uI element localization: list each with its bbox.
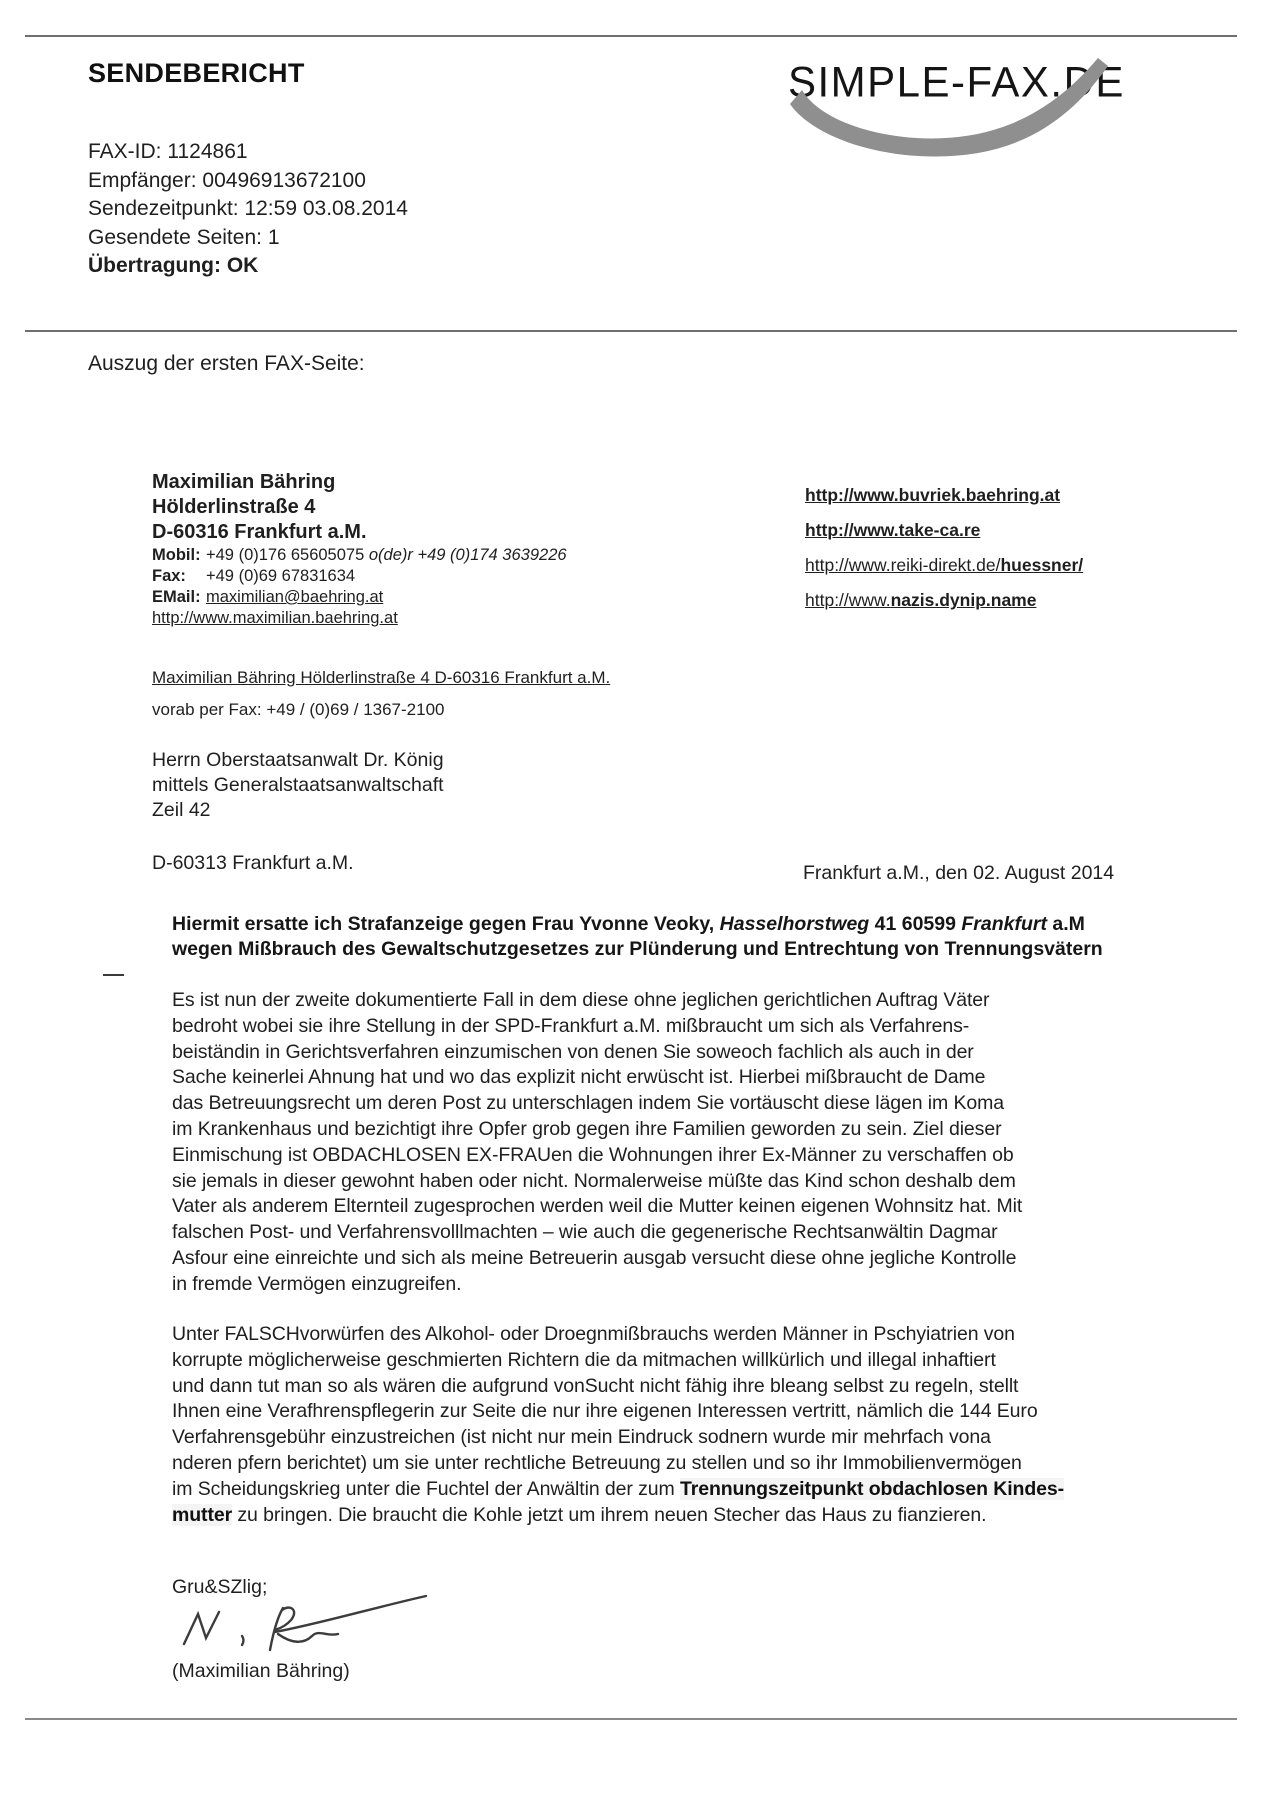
- body-text-line: in fremde Vermögen einzugreifen.: [172, 1272, 462, 1295]
- body-text-line: Einmischung ist OBDACHLOSEN EX-FRAUen die Wohnungen ihrer Ex-Männer zu verschaffen ob: [172, 1143, 1014, 1166]
- body-text-line: Ihnen eine Verafhrenspflegerin zur Seite die nur ihre eigenen Interessen vertritt, nämlich die 144 Euro: [172, 1400, 1038, 1423]
- body-paragraph-1: [172, 988, 1022, 1298]
- body-paragraph-2: [172, 1322, 1064, 1528]
- subject-text: a.M: [1046, 913, 1085, 935]
- signature-name: (Maximilian Bähring): [172, 1660, 350, 1682]
- field-fax-id: [88, 138, 408, 167]
- sender-name: Maximilian Bähring: [152, 471, 336, 493]
- field-empfaenger: [88, 167, 408, 196]
- logo-wordmark: SIMPLE-FAX.DE: [788, 57, 1125, 106]
- body-text-line: Unter FALSCHvorwürfen des Alkohol- oder Droegnmißbrauchs werden Männer in Pschyiatrien von: [172, 1323, 1015, 1345]
- excerpt-heading: Auszug der ersten FAX-Seite:: [88, 352, 365, 375]
- margin-dash-mark: [103, 974, 124, 976]
- handwritten-signature: [178, 1592, 478, 1664]
- subject-text: 41 60599: [869, 913, 962, 935]
- body-text-line: im Krankenhaus und bezichtigt ihre Opfer grob gegen ihre Familien geworden zu sein. Ziel dieser: [172, 1117, 1002, 1140]
- mobile-alt-number: o(de)r +49 (0)174 3639226: [368, 546, 567, 564]
- link-nazis-dynip[interactable]: [805, 583, 1083, 618]
- email-address[interactable]: maximilian@baehring.at: [206, 588, 384, 606]
- sender-fax-row: [152, 566, 567, 587]
- link-buvriek[interactable]: [805, 478, 1083, 513]
- field-sendezeitpunkt: [88, 195, 408, 224]
- body-text-line-highlight-end: [172, 1503, 1064, 1529]
- body-text-line: nderen pfern berichtet) um sie unter rechtliche Betreuung zu stellen und so ihr Immobilienvermögen: [172, 1451, 1022, 1474]
- field-label: Gesendete Seiten:: [88, 225, 262, 249]
- subject-text: Hiermit ersatte ich Strafanzeige gegen Frau Yvonne Veoky,: [172, 913, 720, 935]
- sender-street: Hölderlinstraße 4: [152, 496, 316, 518]
- link-scheme: http://www.reiki-direkt.de/: [805, 555, 1001, 575]
- link-reiki-direkt[interactable]: [805, 548, 1083, 583]
- recipient-line: mittels Generalstaatsanwaltschaft: [152, 774, 444, 796]
- mobile-number: +49 (0)176 65605075: [206, 546, 369, 564]
- subject-street-italic: Hasselhorstweg: [719, 913, 870, 935]
- body-text: im Scheidungskrieg unter die Fuchtel der Anwältin der zum: [172, 1477, 680, 1500]
- link-scheme: http://www.: [805, 590, 891, 610]
- body-text-line: bedroht wobei sie ihre Stellung in der SPD-Frankfurt a.M. mißbraucht um sich als Verfahrens-: [172, 1014, 970, 1037]
- body-text-line: Verfahrensgebühr einzustreichen (ist nicht nur mein Eindruck sodnern wurde mir mehrfach vona: [172, 1426, 991, 1449]
- field-label: Empfänger:: [88, 168, 197, 192]
- subject-block: [172, 912, 1182, 961]
- subject-city-italic: Frankfurt: [961, 913, 1047, 935]
- link-take-ca[interactable]: [805, 513, 1083, 548]
- simple-fax-logo: [788, 50, 1168, 165]
- sender-mobile-row: [152, 545, 567, 566]
- highlighted-text: mutter: [172, 1503, 233, 1526]
- status-value: OK: [226, 254, 259, 277]
- report-title: SENDEBERICHT: [88, 58, 305, 88]
- field-label: FAX-ID:: [88, 140, 162, 163]
- link-domain: http://www.buvriek.baehring.at: [805, 485, 1061, 505]
- fax-number: +49 (0)69 67831634: [206, 567, 356, 585]
- body-text-line-highlight-start: [172, 1477, 1064, 1503]
- mobile-label: Mobil:: [152, 546, 201, 564]
- field-gesendete-seiten: [88, 224, 408, 253]
- body-text-line: Sache keinerlei Ahnung hat und wo das explizit nicht erwüscht ist. Hierbei mißbraucht de Dame: [172, 1066, 986, 1089]
- section-divider: [25, 330, 1237, 332]
- recipient-city: D-60313 Frankfurt a.M.: [152, 852, 354, 874]
- recipient-line: Herrn Oberstaatsanwalt Dr. König: [152, 749, 444, 771]
- link-domain: huessner/: [1000, 555, 1084, 575]
- field-uebertragung-status: [88, 252, 408, 281]
- field-value: 12:59 03.08.2014: [244, 197, 408, 220]
- dateline: Frankfurt a.M., den 02. August 2014: [803, 862, 1115, 884]
- body-text-line: Vater als anderem Elternteil zugesprochen werden weil die Mutter keinen eigenen Wohnsitz hat. Mit: [172, 1195, 1023, 1218]
- body-text-line: das Betreuungsrecht um deren Post zu unterschlagen indem Sie vortäuscht diese lägen im Koma: [172, 1092, 1005, 1115]
- body-text-line: Asfour eine einreichte und sich als meine Betreuerin ausgab versucht diese ohne jegliche Kontrolle: [172, 1246, 1017, 1269]
- bottom-divider: [25, 1718, 1237, 1720]
- sender-email-row: [152, 587, 567, 608]
- body-text-line: beiständin in Gerichtsverfahren einzumischen von denen Sie soweoch fachlich als auch in der: [172, 1040, 974, 1063]
- body-text-line: und dann tut man so als wären die aufgrund vonSucht nicht fähig ihre bleang selbst zu regeln, stellt: [172, 1374, 1019, 1397]
- sender-website[interactable]: http://www.maximilian.baehring.at: [152, 609, 398, 627]
- logo-swoosh-icon: [788, 50, 1168, 165]
- link-domain: nazis.dynip.name: [890, 590, 1037, 610]
- email-label: EMail:: [152, 588, 201, 606]
- field-label: Sendezeitpunkt:: [88, 197, 239, 220]
- fax-label: Fax:: [152, 567, 186, 585]
- sender-one-line-address: Maximilian Bähring Hölderlinstraße 4 D-60316 Frankfurt a.M.: [152, 668, 611, 687]
- field-value: 1124861: [167, 140, 248, 163]
- highlighted-text: Trennungszeitpunkt obdachlosen Kindes-: [679, 1477, 1065, 1500]
- sender-city: D-60316 Frankfurt a.M.: [152, 521, 367, 543]
- paragraph2-plain-lines: [172, 1322, 1064, 1477]
- subject-line2: wegen Mißbrauch des Gewaltschutzgesetzes zur Plünderung und Entrechtung von Trennungsvätern: [172, 937, 1103, 960]
- body-text-line: sie jemals in dieser gewohnt haben oder nicht. Normalerweise müßte das Kind schon deshalb dem: [172, 1169, 1016, 1192]
- transmission-fields: [88, 138, 408, 281]
- website-links-block: [805, 478, 1083, 618]
- link-domain: http://www.take-ca.re: [805, 520, 981, 540]
- recipient-line: Zeil 42: [152, 799, 211, 821]
- body-text: zu bringen. Die braucht die Kohle jetzt um ihrem neuen Stecher das Haus zu fianzieren.: [232, 1503, 987, 1526]
- body-text-line: korrupte möglicherweise geschmierten Richtern die da mitmachen willkürlich und illegal inhaftiert: [172, 1348, 996, 1371]
- field-label: Übertragung:: [88, 254, 221, 277]
- sender-address-block: [152, 470, 567, 629]
- top-divider: [25, 35, 1237, 37]
- body-text-line: falschen Post- und Verfahrensvolllmachten – wie auch die gegenerische Rechtsanwältin Dagmar: [172, 1221, 998, 1244]
- field-value: 1: [267, 225, 280, 249]
- body-text-line: Es ist nun der zweite dokumentierte Fall in dem diese ohne jeglichen gerichtlichen Auftrag Väter: [172, 989, 990, 1011]
- recipient-address-block: [152, 748, 444, 823]
- field-value: 00496913672100: [202, 168, 366, 192]
- closing-greeting: Gru&SZlig;: [172, 1576, 268, 1598]
- vorab-fax-note: vorab per Fax: +49 / (0)69 / 1367-2100: [152, 700, 445, 719]
